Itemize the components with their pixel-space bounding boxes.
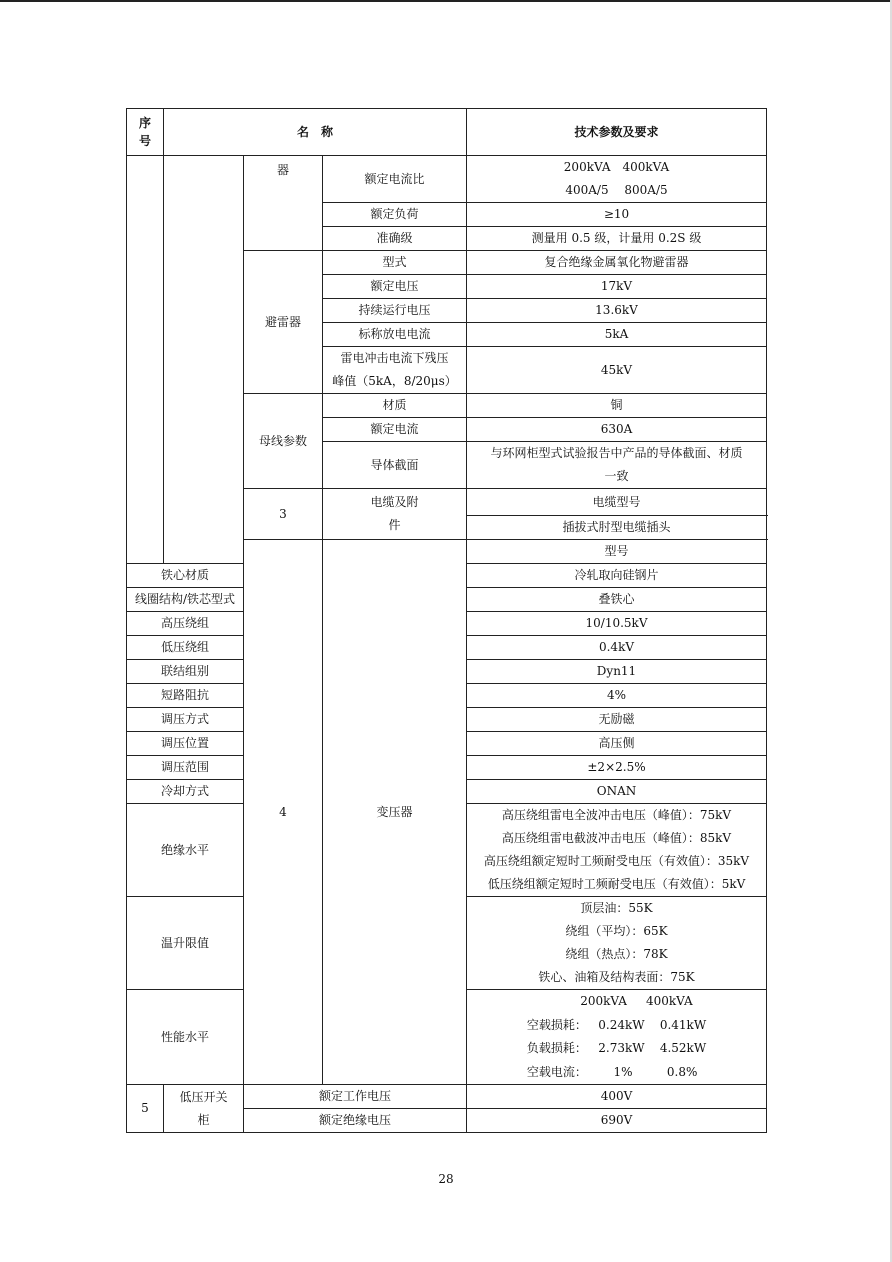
transformer-label: 线圈结构/铁芯型式 — [127, 588, 244, 612]
transformer-value: 高压侧 — [467, 732, 767, 756]
ct-accuracy-value: 测量用 0.5 级，计量用 0.2S 级 — [467, 227, 767, 251]
cable-plug-label: 插拔式肘型电缆插头 — [467, 516, 767, 540]
transformer-value: 叠铁心 — [467, 588, 767, 612]
section-3-name-line2: 件 — [388, 518, 401, 532]
transformer-value: ONAN — [467, 780, 767, 804]
lv-value: 690V — [467, 1109, 767, 1133]
top-border — [0, 0, 892, 2]
busbar-section-label: 导体截面 — [323, 442, 467, 489]
insulation-line: 高压绕组雷电全波冲击电压（峰值）：75kV — [501, 808, 732, 822]
temp-rise-line: 绕组（热点）：78K — [565, 947, 668, 961]
page-number: 28 — [438, 1172, 454, 1186]
arrester-value: 复合绝缘金属氧化物避雷器 — [467, 251, 767, 275]
arrester-label: 持续运行电压 — [323, 299, 467, 323]
section-5-name-line2: 柜 — [197, 1112, 210, 1127]
temp-rise-value — [467, 897, 767, 990]
arrester-residual-label-line2: 峰值（5kA，8/20μs） — [332, 374, 457, 388]
insulation-label: 绝缘水平 — [127, 804, 244, 897]
header-seq: 序 号 — [127, 109, 164, 156]
section-4-seq: 4 — [244, 540, 323, 1085]
lv-label: 额定工作电压 — [244, 1085, 467, 1109]
arrester-residual-label-line1: 雷电冲击电流下残压 — [340, 351, 449, 365]
insulation-line: 高压绕组雷电截波冲击电压（峰值）：85kV — [501, 831, 732, 845]
temp-rise-line: 顶层油：55K — [580, 901, 653, 915]
arrester-value: 17kV — [467, 275, 767, 299]
busbar-group-label: 母线参数 — [244, 394, 323, 489]
table-row — [127, 1085, 767, 1109]
performance-line: 负载损耗： 2.73kW 4.52kW — [526, 1041, 707, 1055]
ct-ratio-label: 额定电流比 — [323, 156, 467, 203]
header-name: 名 称 — [164, 109, 467, 156]
transformer-label: 调压方式 — [127, 708, 244, 732]
transformer-label: 调压范围 — [127, 756, 244, 780]
insulation-line: 高压绕组额定短时工频耐受电压（有效值）：35kV — [483, 854, 750, 868]
performance-line: 200kVA 400kVA — [526, 994, 693, 1008]
temp-rise-label: 温升限值 — [127, 897, 244, 990]
performance-value — [467, 990, 767, 1085]
cable-model-label: 电缆型号 — [467, 489, 767, 516]
ct-accuracy-label: 准确级 — [323, 227, 467, 251]
busbar-material-label: 材质 — [323, 394, 467, 418]
arrester-label: 型式 — [323, 251, 467, 275]
ct-load-label: 额定负荷 — [323, 203, 467, 227]
ct-group-label: 器 — [244, 156, 323, 251]
arrester-value: 5kA — [467, 323, 767, 347]
transformer-label: 短路阻抗 — [127, 684, 244, 708]
busbar-section-value-line1: 与环网柜型式试验报告中产品的导体截面、材质 — [490, 446, 743, 460]
busbar-material-value: 铜 — [467, 394, 767, 418]
performance-table — [527, 990, 706, 1084]
section-3-seq: 3 — [244, 489, 323, 540]
performance-line: 空载损耗： 0.24kW 0.41kW — [526, 1017, 707, 1032]
transformer-label: 高压绕组 — [127, 612, 244, 636]
transformer-value: 无励磁 — [467, 708, 767, 732]
arrester-label: 标称放电电流 — [323, 323, 467, 347]
arrester-group-label: 避雷器 — [244, 251, 323, 394]
transformer-label: 型号 — [467, 540, 767, 564]
transformer-value: 10/10.5kV — [467, 612, 767, 636]
ct-ratio-value-line2: 400A/5 800A/5 — [565, 183, 668, 197]
transformer-label: 调压位置 — [127, 732, 244, 756]
arrester-residual-label — [323, 347, 467, 394]
section-5-name-line1: 低压开关 — [179, 1089, 228, 1104]
transformer-value: 4% — [467, 684, 767, 708]
name-cell-empty — [164, 156, 244, 564]
transformer-label: 冷却方式 — [127, 780, 244, 804]
section-5-seq: 5 — [127, 1085, 164, 1133]
performance-line: 空载电流： 1% 0.8% — [526, 1064, 698, 1079]
seq-cell-empty — [127, 156, 164, 564]
busbar-section-value-line2: 一致 — [604, 469, 629, 483]
busbar-section-value — [467, 442, 767, 489]
arrester-residual-value: 45kV — [467, 347, 767, 394]
ct-ratio-value — [467, 156, 767, 203]
lv-label: 额定绝缘电压 — [244, 1109, 467, 1133]
transformer-value: 冷轧取向硅钢片 — [467, 564, 767, 588]
insulation-value — [467, 804, 767, 897]
transformer-value: Dyn11 — [467, 660, 767, 684]
temp-rise-line: 绕组（平均）：65K — [565, 924, 668, 938]
temp-rise-line: 铁心、油箱及结构表面：75K — [538, 970, 695, 984]
transformer-label: 低压绕组 — [127, 636, 244, 660]
lv-value: 400V — [467, 1085, 767, 1109]
busbar-current-label: 额定电流 — [323, 418, 467, 442]
arrester-value: 13.6kV — [467, 299, 767, 323]
transformer-label: 联结组别 — [127, 660, 244, 684]
ct-load-value: ≥10 — [467, 203, 767, 227]
table-row — [127, 156, 767, 203]
transformer-label: 铁心材质 — [127, 564, 244, 588]
performance-label: 性能水平 — [127, 990, 244, 1085]
section-3-name — [323, 489, 467, 540]
header-params: 技术参数及要求 — [467, 109, 767, 156]
arrester-label: 额定电压 — [323, 275, 467, 299]
insulation-line: 低压绕组额定短时工频耐受电压（有效值）：5kV — [487, 877, 746, 891]
busbar-current-value: 630A — [467, 418, 767, 442]
section-3-name-line1: 电缆及附 — [370, 495, 419, 509]
transformer-value: 0.4kV — [467, 636, 767, 660]
spec-table — [126, 108, 767, 1133]
transformer-value: ±2×2.5% — [467, 756, 767, 780]
table-header-row — [127, 109, 767, 156]
section-4-name: 变压器 — [323, 540, 467, 1085]
ct-ratio-value-line1: 200kVA 400kVA — [563, 160, 670, 174]
section-5-name — [164, 1085, 244, 1133]
